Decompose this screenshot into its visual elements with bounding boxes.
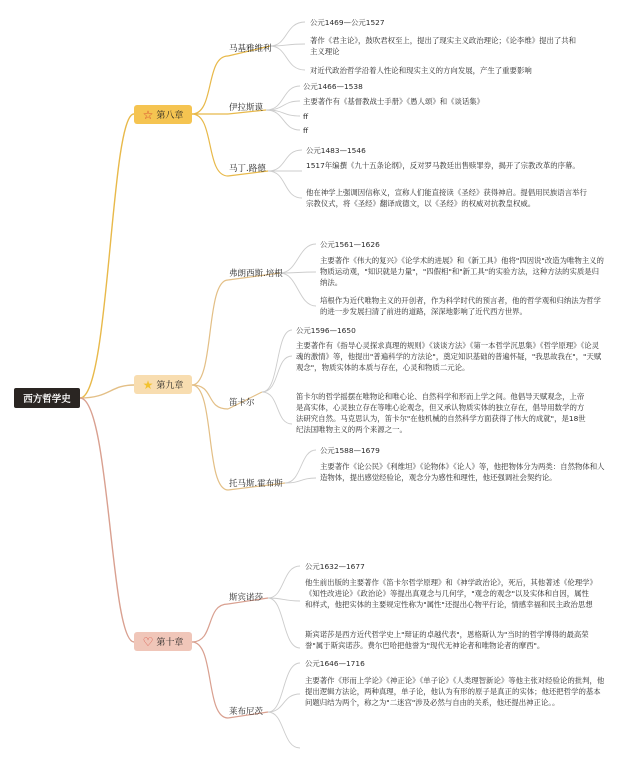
connector-ch10-leibniz [192, 642, 228, 718]
person-machiavelli[interactable]: 马基雅维利 [229, 44, 272, 54]
connector-root-ch9 [80, 385, 134, 398]
chapter-8-label: 第八章 [156, 111, 184, 121]
person-bacon[interactable]: 弗朗西斯.培根 [229, 269, 283, 279]
chapter-9-node[interactable] [134, 375, 192, 394]
note-spinoza-works: 他生前出版的主要著作《笛卡尔哲学原理》和《神学政治论》，死后，其他著述《伦理学》《知性改进论》《政治论》等提出真观念与几何学，"观念的观念"以及实体和自因，属性和样式，他把实体的主要规定性称为"属性"还提出心物平行论，情感幸福和民主政治思想 [305, 578, 594, 609]
note-luther-theology: 他在神学上强调因信称义，宣称人们能直接读《圣经》获得神启。提倡用民族语言举行宗教仪式，将《圣经》翻译成德文，以《圣经》的权威对抗教皇权威。 [306, 188, 587, 208]
connector-ch10-spinoza [192, 604, 228, 642]
star-icon: ★ [142, 377, 154, 392]
note-machiavelli-dates: 公元1469—公元1527 [310, 18, 385, 27]
person-spinoza[interactable]: 斯宾诺莎 [229, 593, 264, 603]
connector-ch9-descartes [192, 385, 228, 409]
note-erasmus-ff1: ff [303, 112, 309, 121]
note-machiavelli-influence: 对近代政治哲学沿着人性论和现实主义的方向发展，产生了重要影响 [310, 66, 532, 75]
note-spinoza-dates: 公元1632—1677 [305, 562, 365, 571]
person-luther[interactable]: 马丁.路德 [229, 164, 266, 174]
note-leibniz-dates: 公元1646—1716 [305, 659, 365, 668]
note-luther-theses: 1517年编撰《九十五条论纲》，反对罗马教廷出售赎罪券，揭开了宗教改革的序幕。 [306, 161, 580, 170]
connector-ch8-maji [192, 56, 228, 114]
note-bacon-dates: 公元1561—1626 [320, 240, 380, 249]
person-leibniz[interactable]: 莱布尼茨 [229, 707, 264, 717]
note-bacon-works: 主要著作《伟大的复兴》《论学术的进展》和《新工具》他将"四因说"改造为唯物主义的物质运动观，"知识就是力量"，"四假相"和"新工具"的实验方法，这种方法的实质是归纳法。 [320, 256, 604, 287]
chapter-10-label: 第十章 [156, 638, 184, 648]
person-erasmus[interactable]: 伊拉斯谟 [229, 103, 264, 113]
heart-icon: ♡ [142, 634, 154, 649]
note-erasmus-works: 主要著作有《基督教战士手册》《愚人颂》和《谈话集》 [303, 97, 485, 106]
note-spinoza-evaluation: 斯宾诺莎是西方近代哲学史上"辩证的卓越代表"，恩格斯认为"当时的哲学博得的最高荣誉"属于斯宾诺莎。费尔巴哈把他誉为"现代无神论者和唯物论者的摩西"。 [305, 630, 589, 650]
note-leibniz-works: 主要著作《形而上学论》《神正论》《单子论》《人类理智新论》等他主张对经验论的批判，他提出逻辑方法论，两种真理，单子论，他认为有形的原子是真正的实体；他还把哲学的基本问题归结为两个，称之为"二迷宫"涉及必然与自由的关系，他还提出神正论。。 [305, 676, 605, 707]
note-erasmus-ff2: ff [303, 126, 309, 135]
person-hobbes[interactable]: 托马斯.霍布斯 [229, 479, 283, 489]
connector-ch9-hobbes [192, 385, 228, 490]
note-hobbes-works: 主要著作《论公民》《利维坦》《论物体》《论人》等，他把物体分为两类：自然物体和人造物体，提出感觉经验论，观念分为感性和理性，他还强调社会契约论。 [320, 462, 605, 482]
connector-root-ch8 [80, 114, 134, 398]
chapter-10-node[interactable] [134, 632, 192, 651]
note-descartes-dates: 公元1596—1650 [296, 326, 356, 335]
note-hobbes-dates: 公元1588—1679 [320, 446, 380, 455]
note-luther-dates: 公元1483—1546 [306, 146, 366, 155]
note-descartes-works: 主要著作有《指导心灵探求真理的规则》《谈谈方法》《第一本哲学沉思集》《哲学原理》《论灵魂的激情》等，他提出"普遍科学的方法论"，奠定知识基础的普遍怀疑，"我思故我在"，"天赋观念"，物质实体的本质与存在，心灵和物质二元论。 [296, 341, 602, 372]
note-machiavelli-works: 著作《君主论》，鼓吹君权至上，提出了现实主义政治理论；《论李维》提出了共和主义理论 [310, 36, 577, 56]
chapter-9-label: 第九章 [156, 381, 184, 391]
note-descartes-evaluation: 笛卡尔的哲学摇摆在唯物论和唯心论、自然科学和形而上学之间。他倡导天赋观念，上帝是高实体，心灵独立存在等唯心论观念，但又承认物质实体的独立存在，倡导用数学的方法研究自然。马克思认为，笛卡尔"在他机械的自然科学方面获得了伟大的成就"，是18世纪法国唯物主义的两个来源之一。 [296, 392, 586, 434]
person-descartes[interactable]: 笛卡尔 [229, 398, 255, 408]
star-icon: ☆ [142, 107, 154, 122]
connector-root-ch10 [80, 398, 134, 642]
note-bacon-legacy: 培根作为近代唯物主义的开创者，作为科学时代的预言者，他的哲学观和归纳法为哲学的进一步发展扫清了前进的道路，深深地影响了近代西方世界。 [320, 296, 601, 316]
root-topic[interactable]: 西方哲学史 [14, 388, 80, 408]
note-erasmus-dates: 公元1466—1538 [303, 82, 363, 91]
connector-ch9-bacon [192, 280, 228, 385]
chapter-8-node[interactable] [134, 105, 192, 124]
connector-ch8-luther [192, 114, 228, 176]
